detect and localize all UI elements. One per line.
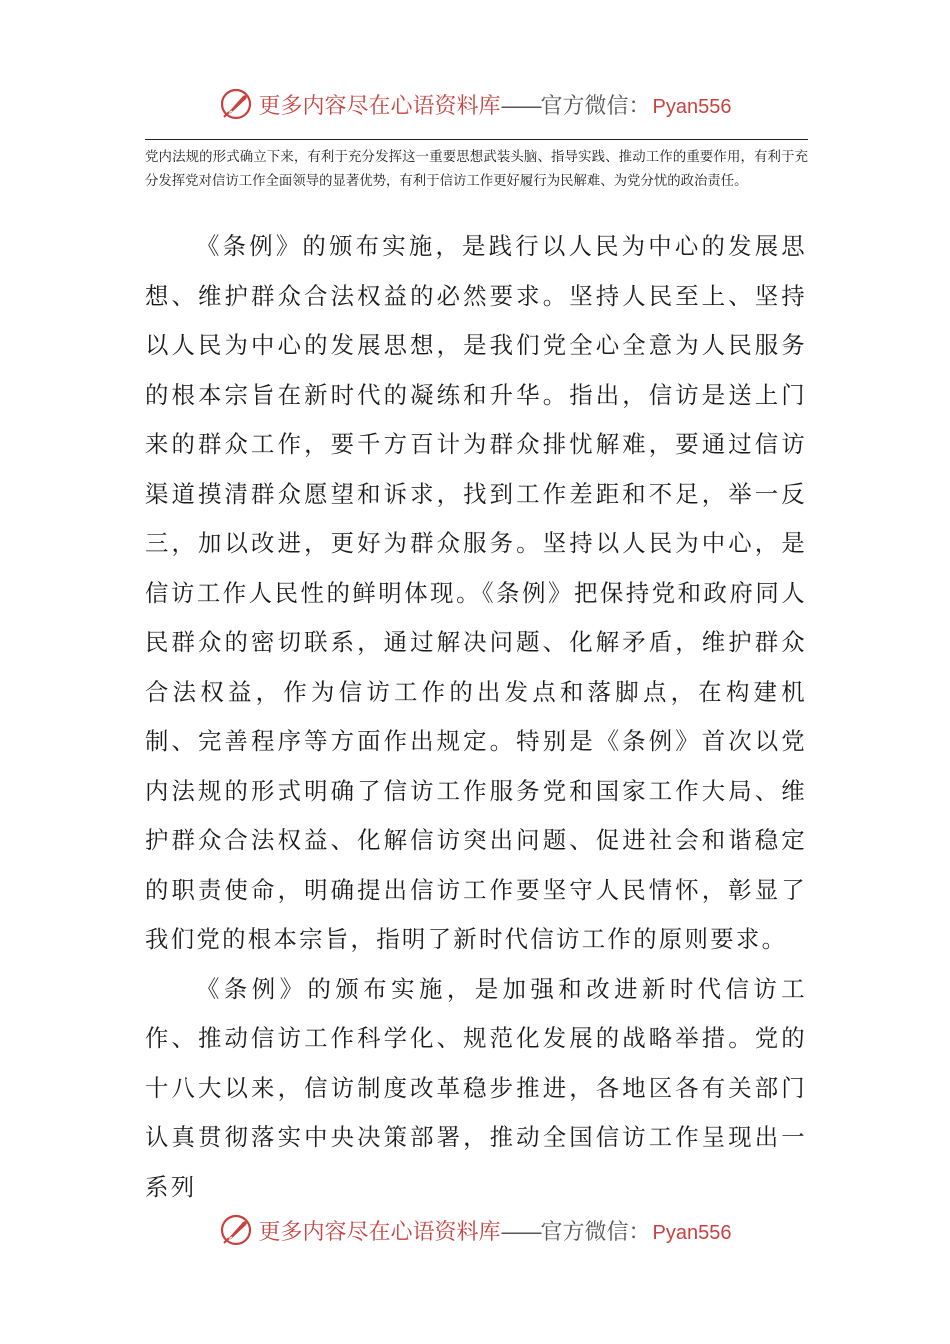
header-divider xyxy=(145,139,808,140)
watermark-dash: —— xyxy=(500,1219,541,1245)
watermark-wechat-label: 官方微信： xyxy=(540,93,651,119)
watermark-main-text: 更多内容尽在心语资料库 xyxy=(258,1219,501,1245)
document-body xyxy=(145,222,807,1212)
quill-pen-icon xyxy=(219,87,253,121)
footer-watermark xyxy=(0,1210,950,1250)
watermark-dash: —— xyxy=(500,93,541,119)
intro-paragraph: 党内法规的形式确立下来，有利于充分发挥这一重要思想武装头脑、指导实践、推动工作的重要作用，有利于充分发挥党对信访工作全面领导的显著优势，有利于信访工作更好履行为民解难、为党分忧的政治责任。 xyxy=(145,150,808,189)
watermark-text xyxy=(259,1215,732,1246)
header-watermark xyxy=(0,84,950,124)
quill-pen-icon xyxy=(219,1213,253,1247)
body-paragraph-2: 《条例》的颁布实施，是加强和改进新时代信访工作、推动信访工作科学化、规范化发展的战略举措。党的十八大以来，信访制度改革稳步推进，各地区各有关部门认真贯彻落实中央决策部署，推动全国信访工作呈现出一系列 xyxy=(145,974,807,1201)
watermark-main-text: 更多内容尽在心语资料库 xyxy=(258,93,501,119)
watermark-wechat-id: Pyan556 xyxy=(652,95,732,118)
watermark-wechat-label: 官方微信： xyxy=(540,1219,651,1245)
watermark-wechat-id: Pyan556 xyxy=(652,1221,732,1244)
watermark-text xyxy=(259,89,732,120)
body-paragraph-1: 《条例》的颁布实施，是践行以人民为中心的发展思想、维护群众合法权益的必然要求。坚持人民至上、坚持以人民为中心的发展思想，是我们党全心全意为人民服务的根本宗旨在新时代的凝练和升华。指出，信访是送上门来的群众工作，要千方百计为群众排忧解难，要通过信访渠道摸清群众愿望和诉求，找到工作差距和不足，举一反三，加以改进，更好为群众服务。坚持以人民为中心，是信访工作人民性的鲜明体现。《条例》把保持党和政府同人民群众的密切联系，通过解决问题、化解矛盾，维护群众合法权益，作为信访工作的出发点和落脚点，在构建机制、完善程序等方面作出规定。特别是《条例》首次以党内法规的形式明确了信访工作服务党和国家工作大局、维护群众合法权益、化解信访突出问题、促进社会和谐稳定的职责使命，明确提出信访工作要坚守人民情怀，彰显了我们党的根本宗旨，指明了新时代信访工作的原则要求。 xyxy=(145,232,807,953)
